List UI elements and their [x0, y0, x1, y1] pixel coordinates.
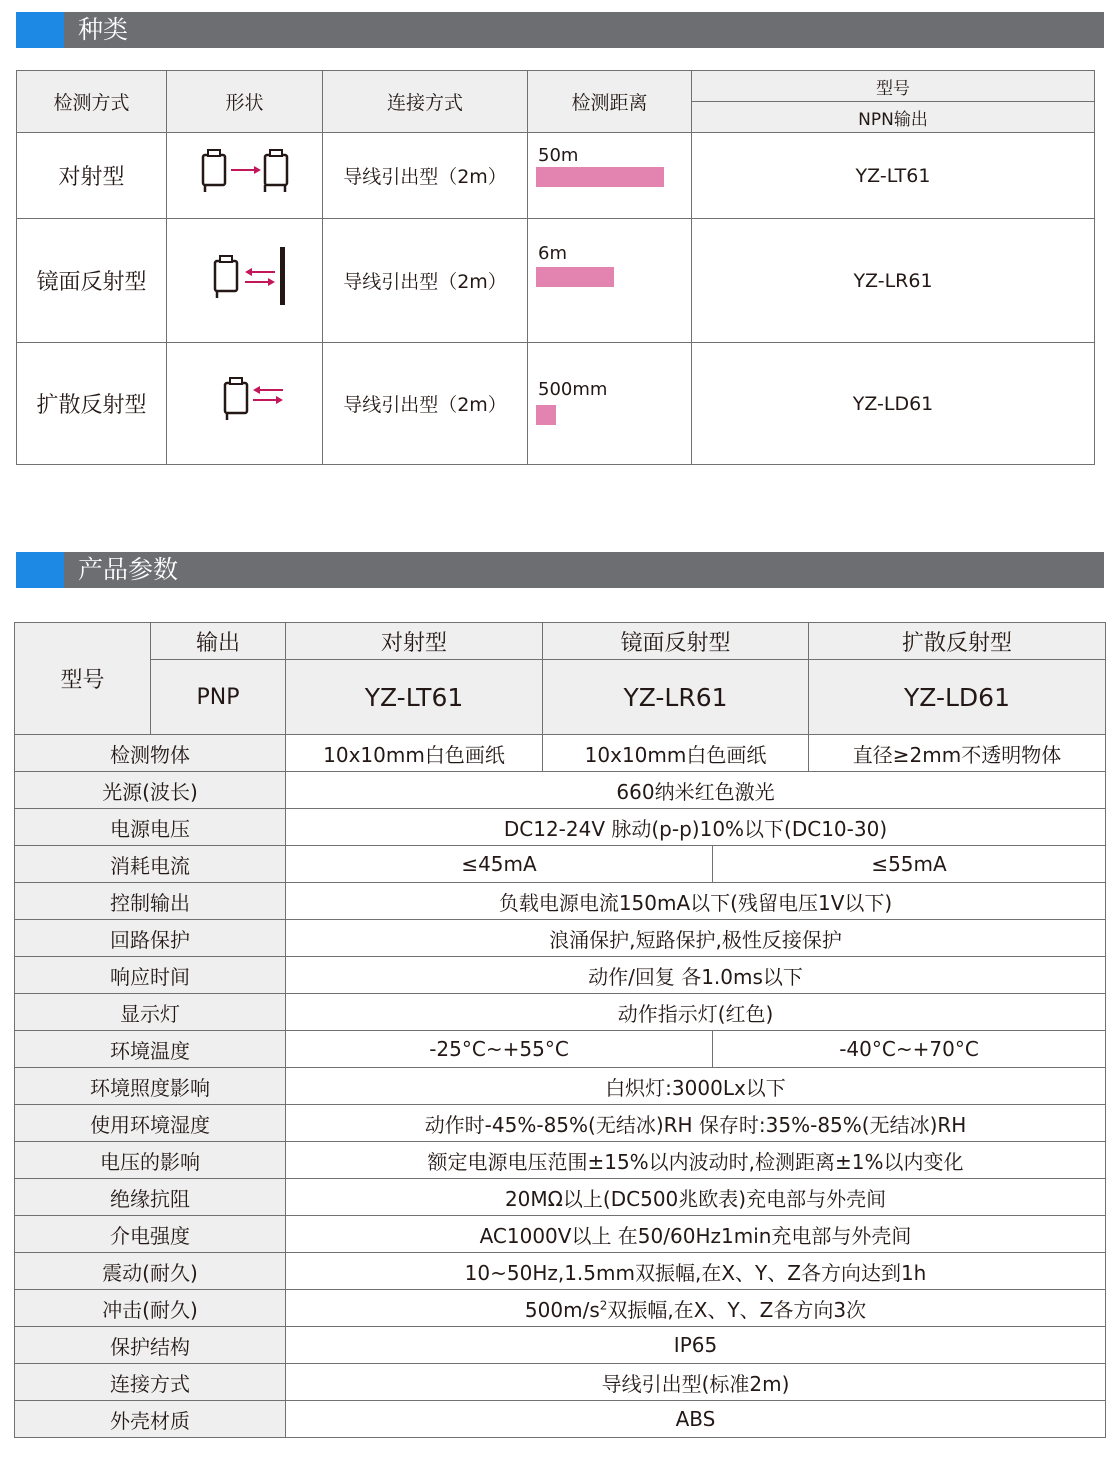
section-accent	[16, 552, 64, 588]
spec-value: 10x10mm白色画纸	[543, 735, 809, 772]
types-row	[17, 219, 1095, 343]
section-title: 产品参数	[78, 555, 179, 584]
spec-value: DC12-24V 脉动(p-p)10%以下(DC10-30)	[286, 809, 1106, 846]
spec-label: 环境温度	[15, 1031, 286, 1068]
spec-row	[15, 883, 1106, 920]
types-table	[16, 70, 1095, 465]
spec-label: 介电强度	[15, 1216, 286, 1253]
shape-cell	[167, 343, 323, 465]
spec-row	[15, 1364, 1106, 1401]
spec-row	[15, 1216, 1106, 1253]
spec-row	[15, 772, 1106, 809]
spec-row	[15, 1068, 1106, 1105]
spec-label: 连接方式	[15, 1364, 286, 1401]
distance-bar	[536, 405, 556, 425]
spec-row	[15, 1401, 1106, 1438]
spec-value: 负载电源电流150mA以下(残留电压1V以下)	[286, 883, 1106, 920]
distance-label: 50m	[538, 145, 579, 166]
model-through-beam: YZ-LT61	[286, 660, 543, 735]
distance-cell	[528, 133, 692, 219]
spec-label: 显示灯	[15, 994, 286, 1031]
spec-label: 光源(波长)	[15, 772, 286, 809]
spec-row	[15, 1253, 1106, 1290]
spec-value	[286, 1290, 1106, 1327]
spec-row	[15, 994, 1106, 1031]
header-model: 型号	[692, 71, 1095, 102]
spec-value: 660纳米红色激光	[286, 772, 1106, 809]
spec-row	[15, 1105, 1106, 1142]
distance-label: 500mm	[538, 379, 608, 400]
shock-value-suffix: 双振幅,在X、Y、Z各方向3次	[607, 1297, 867, 1322]
header-connection: 连接方式	[323, 71, 528, 133]
model-label: 型号	[15, 623, 151, 735]
spec-label: 震动(耐久)	[15, 1253, 286, 1290]
types-header-row	[17, 71, 1095, 102]
spec-row	[15, 1290, 1106, 1327]
spec-value: ≤55mA	[713, 846, 1106, 883]
spec-value: 浪涌保护,短路保护,极性反接保护	[286, 920, 1106, 957]
spec-label: 回路保护	[15, 920, 286, 957]
model-diffuse-reflective: YZ-LD61	[809, 660, 1106, 735]
spec-model-row	[15, 660, 1106, 735]
shape-cell	[167, 133, 323, 219]
spec-value: 直径≥2mm不透明物体	[809, 735, 1106, 772]
spec-row	[15, 1179, 1106, 1216]
spec-label: 检测物体	[15, 735, 286, 772]
spec-label: 电压的影响	[15, 1142, 286, 1179]
output-value: PNP	[151, 660, 286, 735]
spec-value: 动作时-45%-85%(无结冰)RH 保存时:35%-85%(无结冰)RH	[286, 1105, 1106, 1142]
model-cell: YZ-LR61	[692, 219, 1095, 343]
shape-cell	[167, 219, 323, 343]
spec-value: -25°C~+55°C	[286, 1031, 713, 1068]
spec-row	[15, 920, 1106, 957]
distance-cell	[528, 219, 692, 343]
spec-row	[15, 957, 1106, 994]
section-title: 种类	[78, 15, 129, 44]
types-row	[17, 343, 1095, 465]
spec-value: ≤45mA	[286, 846, 713, 883]
distance-cell	[528, 343, 692, 465]
header-output: NPN输出	[692, 102, 1095, 133]
method-cell: 镜面反射型	[17, 219, 167, 343]
spec-row	[15, 846, 1106, 883]
type-mirror-reflective: 镜面反射型	[543, 623, 809, 660]
method-cell: 扩散反射型	[17, 343, 167, 465]
output-label: 输出	[151, 623, 286, 660]
type-diffuse-reflective: 扩散反射型	[809, 623, 1106, 660]
spec-row	[15, 809, 1106, 846]
spec-label: 保护结构	[15, 1327, 286, 1364]
spec-label: 控制输出	[15, 883, 286, 920]
distance-label: 6m	[538, 243, 567, 264]
spec-value: IP65	[286, 1327, 1106, 1364]
spec-value: 额定电源电压范围±15%以内波动时,检测距离±1%以内变化	[286, 1142, 1106, 1179]
spec-value: ABS	[286, 1401, 1106, 1438]
params-section-header	[16, 552, 1104, 588]
header-shape: 形状	[167, 71, 323, 133]
shock-value-sup: 2	[599, 1297, 608, 1312]
connection-cell: 导线引出型（2m）	[323, 219, 528, 343]
spec-value: -40°C~+70°C	[713, 1031, 1106, 1068]
spec-label: 环境照度影响	[15, 1068, 286, 1105]
connection-cell: 导线引出型（2m）	[323, 133, 528, 219]
spec-row	[15, 1142, 1106, 1179]
spec-label: 电源电压	[15, 809, 286, 846]
spec-label: 冲击(耐久)	[15, 1290, 286, 1327]
spec-label: 绝缘抗阻	[15, 1179, 286, 1216]
types-section-header	[16, 12, 1104, 48]
spec-value: 动作/回复 各1.0ms以下	[286, 957, 1106, 994]
spec-header-row	[15, 623, 1106, 660]
spec-row	[15, 735, 1106, 772]
model-cell: YZ-LD61	[692, 343, 1095, 465]
spec-value: 白炽灯:3000Lx以下	[286, 1068, 1106, 1105]
spec-value: 动作指示灯(红色)	[286, 994, 1106, 1031]
spec-value: 10x10mm白色画纸	[286, 735, 543, 772]
spec-value: 导线引出型(标准2m)	[286, 1364, 1106, 1401]
through-beam-sensor-icon	[195, 145, 295, 201]
spec-value: 20MΩ以上(DC500兆欧表)充电部与外壳间	[286, 1179, 1106, 1216]
spec-row	[15, 1327, 1106, 1364]
connection-cell: 导线引出型（2m）	[323, 343, 528, 465]
spec-value: AC1000V以上 在50/60Hz1min充电部与外壳间	[286, 1216, 1106, 1253]
spec-label: 响应时间	[15, 957, 286, 994]
spec-label: 消耗电流	[15, 846, 286, 883]
shock-value-prefix: 500m/s	[524, 1297, 600, 1322]
spec-row	[15, 1031, 1106, 1068]
distance-bar	[536, 167, 664, 187]
spec-value: 10~50Hz,1.5mm双振幅,在X、Y、Z各方向达到1h	[286, 1253, 1106, 1290]
model-mirror-reflective: YZ-LR61	[543, 660, 809, 735]
mirror-reflective-sensor-icon	[195, 243, 295, 313]
spec-label: 使用环境湿度	[15, 1105, 286, 1142]
spec-label: 外壳材质	[15, 1401, 286, 1438]
distance-bar	[536, 267, 614, 287]
spec-table	[14, 622, 1106, 1438]
diffuse-reflective-sensor-icon	[195, 371, 295, 431]
types-row	[17, 133, 1095, 219]
model-cell: YZ-LT61	[692, 133, 1095, 219]
section-accent	[16, 12, 64, 48]
method-cell: 对射型	[17, 133, 167, 219]
header-method: 检测方式	[17, 71, 167, 133]
header-distance: 检测距离	[528, 71, 692, 133]
type-through-beam: 对射型	[286, 623, 543, 660]
